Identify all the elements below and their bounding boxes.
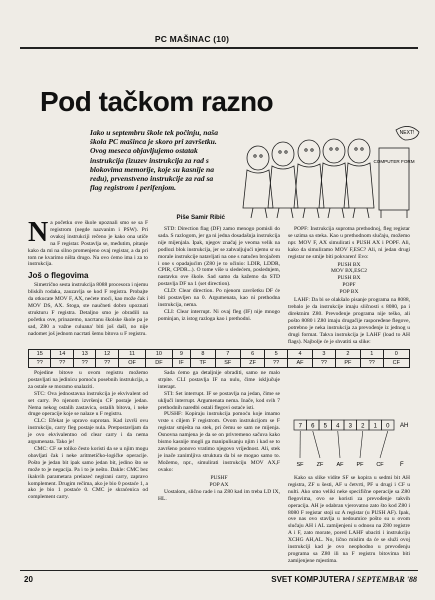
subheading: Još o flegovima [28, 271, 89, 281]
bit-number-cell: 10 [146, 350, 172, 359]
article-byline: Piše Samir Ribić [176, 214, 225, 221]
paragraph: CLD: Clear direction. Po njenom završetku DF će biti postavljen na 0. Argumenata, kao ni prethodna instrukcija, nema. [158, 288, 280, 308]
flag-label: AF [336, 462, 344, 468]
paragraph: STD: Direction flag (DF) zamo menogo pomisli do sada. S razlogom, jer ga ni jedna dosadašnja instrukcija nije mijenjala. Ipak, njegov značaj je veoma velik na podlozi blok instrukcija, jer se zahvaljujući njemu sr su morale instrukcije natavljati na one s natučen brojačem i one s opadajućim (Z80 je to učinio: LDIR, LDDR, CPIR, CPDR...). O tome više u sledećem, poslednjem, nastavku ove škole. Sad samo da kažemo da STD postavlja DF na 1 (set direction). [158, 226, 280, 288]
code-line: PUSH BX [337, 261, 361, 268]
paragraph: CLC: Efekat je upravo suprotan. Kad izvrši ovu instrukciju, carry fleg postaje nula. Pretpostavljam da je ovo ekvivalentno od clear carry i da nema argumenata. Tako je! [28, 418, 148, 446]
flag-name-cell: OF [118, 359, 145, 368]
flag-name-cell: ?? [265, 359, 287, 368]
lahf-register-diagram [288, 418, 413, 473]
paragraph: Pojedine bitove u ovom registru možemo postavljati na jedinicu pomoću posebnih instrukcija, a za ostale se moramo snalaziti. [28, 370, 148, 390]
column-2 [158, 226, 280, 354]
paragraph: STC: Ova jednostavna instrukcija je ekvivalent od set carry. Po njenom izvršenju CF postaje jedan. Nema nekog ostalih zastavica, ostalih bitova, i neke druge operacije koje se nalaze u F registru. [28, 390, 148, 418]
code-line: PUSH BX [337, 275, 361, 282]
bit-number-cell: 3 [313, 350, 335, 359]
bit-row [29, 350, 410, 359]
bit-number-cell: 0 [383, 350, 409, 359]
cartoon-sign: COMPUTER FORM [373, 159, 415, 164]
paragraph: Uostalom, slično rade i na Z80 kad im treba LD IX, HL. [158, 489, 280, 503]
bit-number-cell: 7 [215, 350, 240, 359]
f-label: F [400, 462, 404, 468]
flag-name-cell: ZF [240, 359, 264, 368]
flag-arrow [338, 431, 340, 458]
footer-rule [20, 570, 418, 571]
flag-name-cell: ?? [313, 359, 335, 368]
flag-name-cell: ?? [29, 359, 51, 368]
series-title: PC MAŠINAC (10) [154, 34, 230, 44]
article-lead: Iako u septembru škole tek počinju, naša škola PC mašinca je skoro pri završetku. Ovog meseca objavljujemo ostatak instrukcija (izuzev instrukcija za rad s blokovima memorije, koje su kasnije na redu), prvenstveno instrukcije za rad sa flag registrom i perifenjom. [90, 128, 219, 193]
register-bit-label: 3 [348, 423, 352, 430]
flag-name-cell: PF [335, 359, 360, 368]
bit-number-cell: 4 [287, 350, 312, 359]
flag-arrow [313, 431, 320, 458]
bit-number-cell: 1 [361, 350, 383, 359]
flag-name-cell: ?? [361, 359, 383, 368]
flag-arrow [360, 431, 363, 458]
bit-number-cell: 9 [172, 350, 191, 359]
register-bit-label: 7 [298, 423, 302, 430]
column-1-continued [28, 370, 148, 550]
bit-number-cell: 11 [118, 350, 145, 359]
register-bit-label: 1 [373, 423, 377, 430]
flag-name-cell: CF [383, 359, 409, 368]
register-bit-label: 0 [386, 423, 390, 430]
flag-label: SF [296, 462, 304, 468]
flag-register-table [28, 349, 410, 368]
paragraph: CMC: CF se toliko često koristi da se u njim mogu obavljati čak i neke aritmetičko-logičke operacije. Pošto je jedan bit ipak samo jedan bit, jedino što se može to je negacija. Pa i to je nešto. Dakle: CMC bez ikakvih parametara prelazeć negirani carry, zapravo komplement. Drugim rečima, ako je bio 0 postaće 1, a ako je bio 1 postaće 0. CMC je skraćenica od complement carry. [28, 445, 148, 501]
page-number: 20 [24, 575, 33, 584]
code-line: MOV BX,ESC2 [331, 268, 367, 275]
magazine-name: SVET KOMPJUTERA / SEPTEMBAR '88 [271, 575, 417, 584]
code-line: POP AX [209, 481, 229, 488]
bit-number-cell: 12 [96, 350, 118, 359]
flag-row [29, 359, 410, 368]
paragraph: a početku ove škole upoznali smo se sa F registrom (negde nazvanim i PSW). Pri ovakoj instrukciji rečeno je kako ona utiče na F registar. Postavlja se, međutim, pitanje kako da mi na silno promenjeno ovaj registar, a da pri tom ne kvarimo ništa drugo. Na ovo ćemo ima i za to instrukcija. [28, 220, 148, 268]
bit-number-cell: 2 [335, 350, 360, 359]
flag-name-cell: ?? [73, 359, 95, 368]
register-bit-label: 2 [361, 423, 365, 430]
code-line: POP BX [339, 289, 359, 296]
flag-name-cell: DF [146, 359, 172, 368]
flag-name-cell: AF [287, 359, 312, 368]
flag-arrow [380, 431, 388, 458]
flag-name-cell: TF [191, 359, 215, 368]
flag-name-cell: ?? [96, 359, 118, 368]
code-block [158, 475, 280, 489]
article-title: Pod tačkom razno [40, 86, 274, 117]
bit-number-cell: 5 [265, 350, 287, 359]
code-line: PUSHF [210, 474, 228, 481]
paragraph: POPF: Instrukcija suprotna prethodnoj, fleg registar se uzima sa steka. Kao u prethodnom slučaju, možemo npr. MOV F, AX simulirati s PUSH AX i POPF. Ali, kako da simuliramo MOV F,ESC? Ali, ni jedan drugi registar ne smije biti pokvaren! Evo: [288, 226, 410, 260]
ah-label: AH [400, 423, 409, 429]
header-rule [20, 47, 418, 49]
register-bit-label: 6 [311, 423, 315, 430]
paragraph: Sada ćemo ga detaljnije obraditi, samo ne malo strpite. CLI postavlja IF na nulu, čime isključuje interapt. [158, 370, 280, 390]
cartoon-illustration [233, 118, 423, 224]
flag-name-cell: IF [172, 359, 191, 368]
paragraph: LAHF: Da bi se olakšalo pisanje programa na 8088, trebalo je da instrukcije imaju sličnosti s 8080, pa i direktnim Z80. Prevođenje programa nije teško, ali pošto 8080 i Z80 imaju drugačije raspoređene flegove, potrebno je neka instrukcija za prevođenje iz jednog u drugi format. Takva instrukcija je LAHF (load to AH flags). Najbolje će je shvatiti sa slike: [288, 297, 410, 345]
paragraph: Simetrično sesta instrukcija 8088 procesora i njemu bliskih rodaka, zauzavlja se kod F registra. Probajte da otkucate MOV F, AX, nećete moći, kao može čak i MOV DS, AX. Stoga, ste naučneti dobro upoznati strukturu F registra. Detaljno smo je obradili na početku ove, prinazemo, nacrtanu školske škole pa je sad, Z80 a važne culuana' biti još dašl, no nije nadomet još jednom nacrtati šemu bitova u F registru. [28, 282, 148, 337]
flag-name-cell: SF [215, 359, 240, 368]
flag-name-cell: ?? [51, 359, 73, 368]
bit-number-cell: 13 [73, 350, 95, 359]
paragraph: CLI: Clear interrupt. Ni ovaj fleg (IF) nije mnogo pominjan, iz istog razloga kao i prethodni. [158, 308, 280, 322]
paragraph: STI: Set interrupt. IF se postavlja na jedan, čime se uključi interrupt. Argumenata nema. Inače, kod svih 7 prethodnih naredbi ostali flegovi ostaće isti. [158, 390, 280, 411]
register-bit-label: 4 [336, 423, 340, 430]
flag-label: ZF [316, 462, 324, 468]
column-1 [28, 217, 148, 342]
bit-number-cell: 6 [240, 350, 264, 359]
column-3-continued [288, 475, 410, 564]
flag-label: CF [376, 462, 384, 468]
cartoon-caption: NEXT! [399, 130, 415, 136]
code-block [288, 262, 410, 297]
drop-cap: N [28, 217, 49, 248]
code-line: POPF [342, 282, 356, 289]
bit-number-cell: 14 [51, 350, 73, 359]
bit-number-cell: 8 [191, 350, 215, 359]
paragraph: Kako sa slike vidite SF se kopira u sedmi bit AH registra, ZF u šesti, AF u četvrti, PF u drugi i CF u nulti. Ako smo veliki neke specifične operacije sa Z80 flegovima, ovo se koristi za prevođenje takvih operacija. AH je odabran vjerovatno zato što kod Z80 i 8080 F registar stoji uz A registar (u PUSH AF). Ipak, ove nas ovo stavlja u nedoumice pošto su u ovom slučaju AH i AL zamijenjeni u odnosu na Z80 registre A i F, zato morate, pored LAHF ubaciti i instrukciju XCHG AH,AL. No, lično mislim da će se služi ovoj instrukciji kad je ovo neophodno u prevođenju programa sa Z80 ili na F registru bitovima biti zamijenjene mjestima. [288, 475, 410, 564]
flag-label: PF [356, 462, 364, 468]
paragraph: PUSHF: Kopiraju instrukcija pomoću koje imamo vrste s ciljem F registrom. Ovom instrukcijom se F registar smješta na stek, pri čemu se sam ne mijenja. Osnovna namjena je da se on privremeno sačuva kako bismo kasnije mogli ga manipulisanju njim i kad se to završeno ponovo vratimo njegovo vrijednost. Ali, stek je inače zanimljiva struktura da bi se mogao samo to. Možemo, npr., simulirati instrukciju MOV AX,F ovako: [158, 411, 280, 473]
bit-number-cell: 15 [29, 350, 51, 359]
column-2-continued [158, 370, 280, 550]
column-3 [288, 226, 410, 416]
register-bit-label: 5 [323, 423, 327, 430]
